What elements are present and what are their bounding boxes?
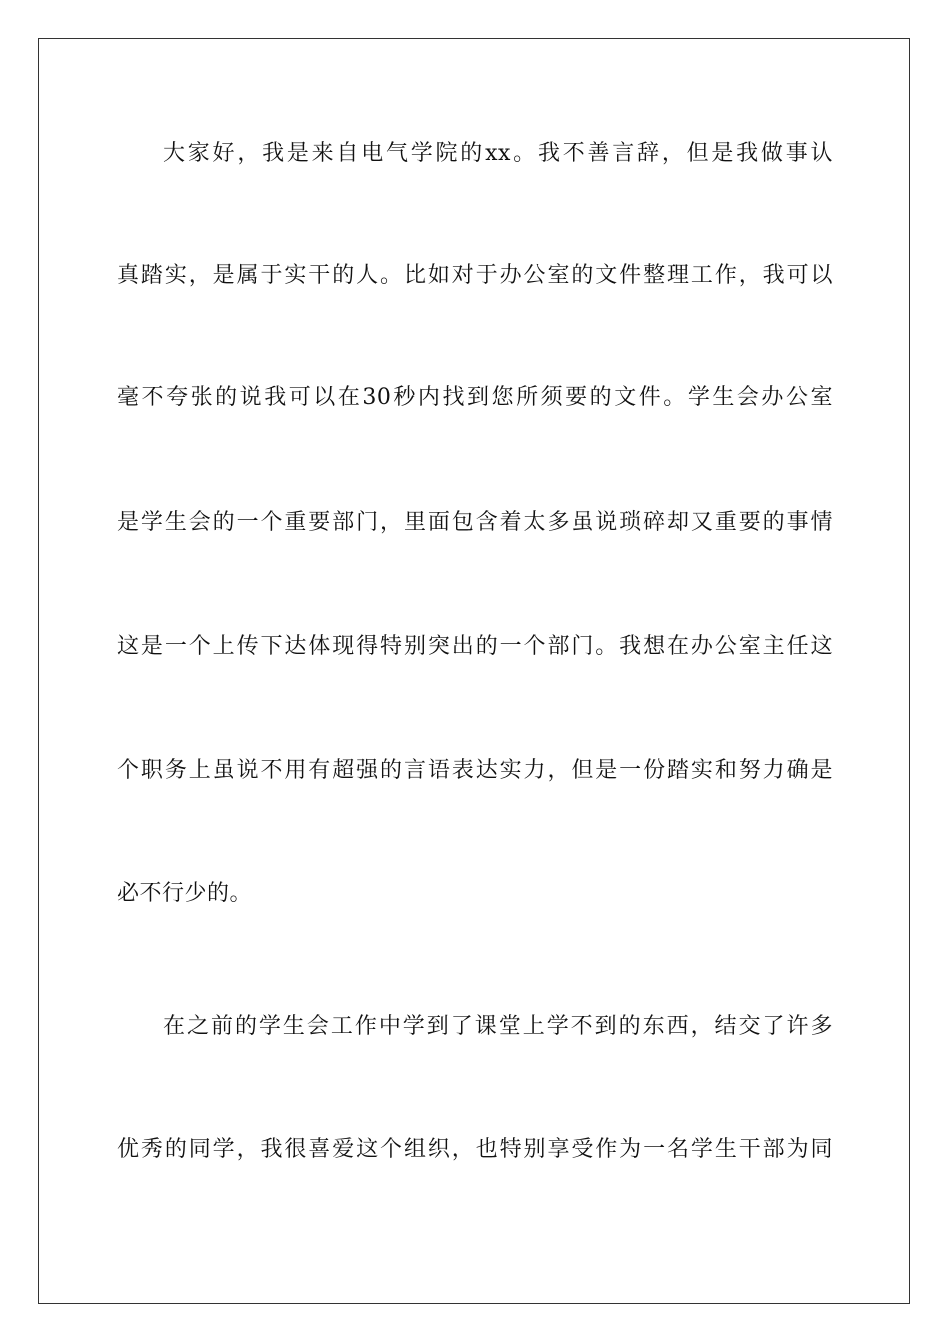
paragraph-1-line-3: 毫不夸张的说我可以在30秒内找到您所须要的文件。学生会办公室	[117, 385, 833, 410]
paragraph-1-line-2: 真踏实，是属于实干的人。比如对于办公室的文件整理工作，我可以	[117, 263, 833, 288]
paragraph-2-line-1: 在之前的学生会工作中学到了课堂上学不到的东西，结交了许多	[163, 1014, 833, 1039]
paragraph-1-line-5: 这是一个上传下达体现得特别突出的一个部门。我想在办公室主任这	[117, 634, 833, 659]
paragraph-1-line-7: 必不行少的。	[117, 881, 253, 906]
paragraph-1-line-4: 是学生会的一个重要部门，里面包含着太多虽说琐碎却又重要的事情	[117, 510, 833, 535]
paragraph-2-line-2: 优秀的同学，我很喜爱这个组织，也特别享受作为一名学生干部为同	[117, 1137, 833, 1162]
page-border	[38, 38, 910, 1304]
paragraph-1-line-6: 个职务上虽说不用有超强的言语表达实力，但是一份踏实和努力确是	[117, 758, 833, 783]
paragraph-1-line-1: 大家好，我是来自电气学院的xx。我不善言辞，但是我做事认	[163, 141, 833, 166]
